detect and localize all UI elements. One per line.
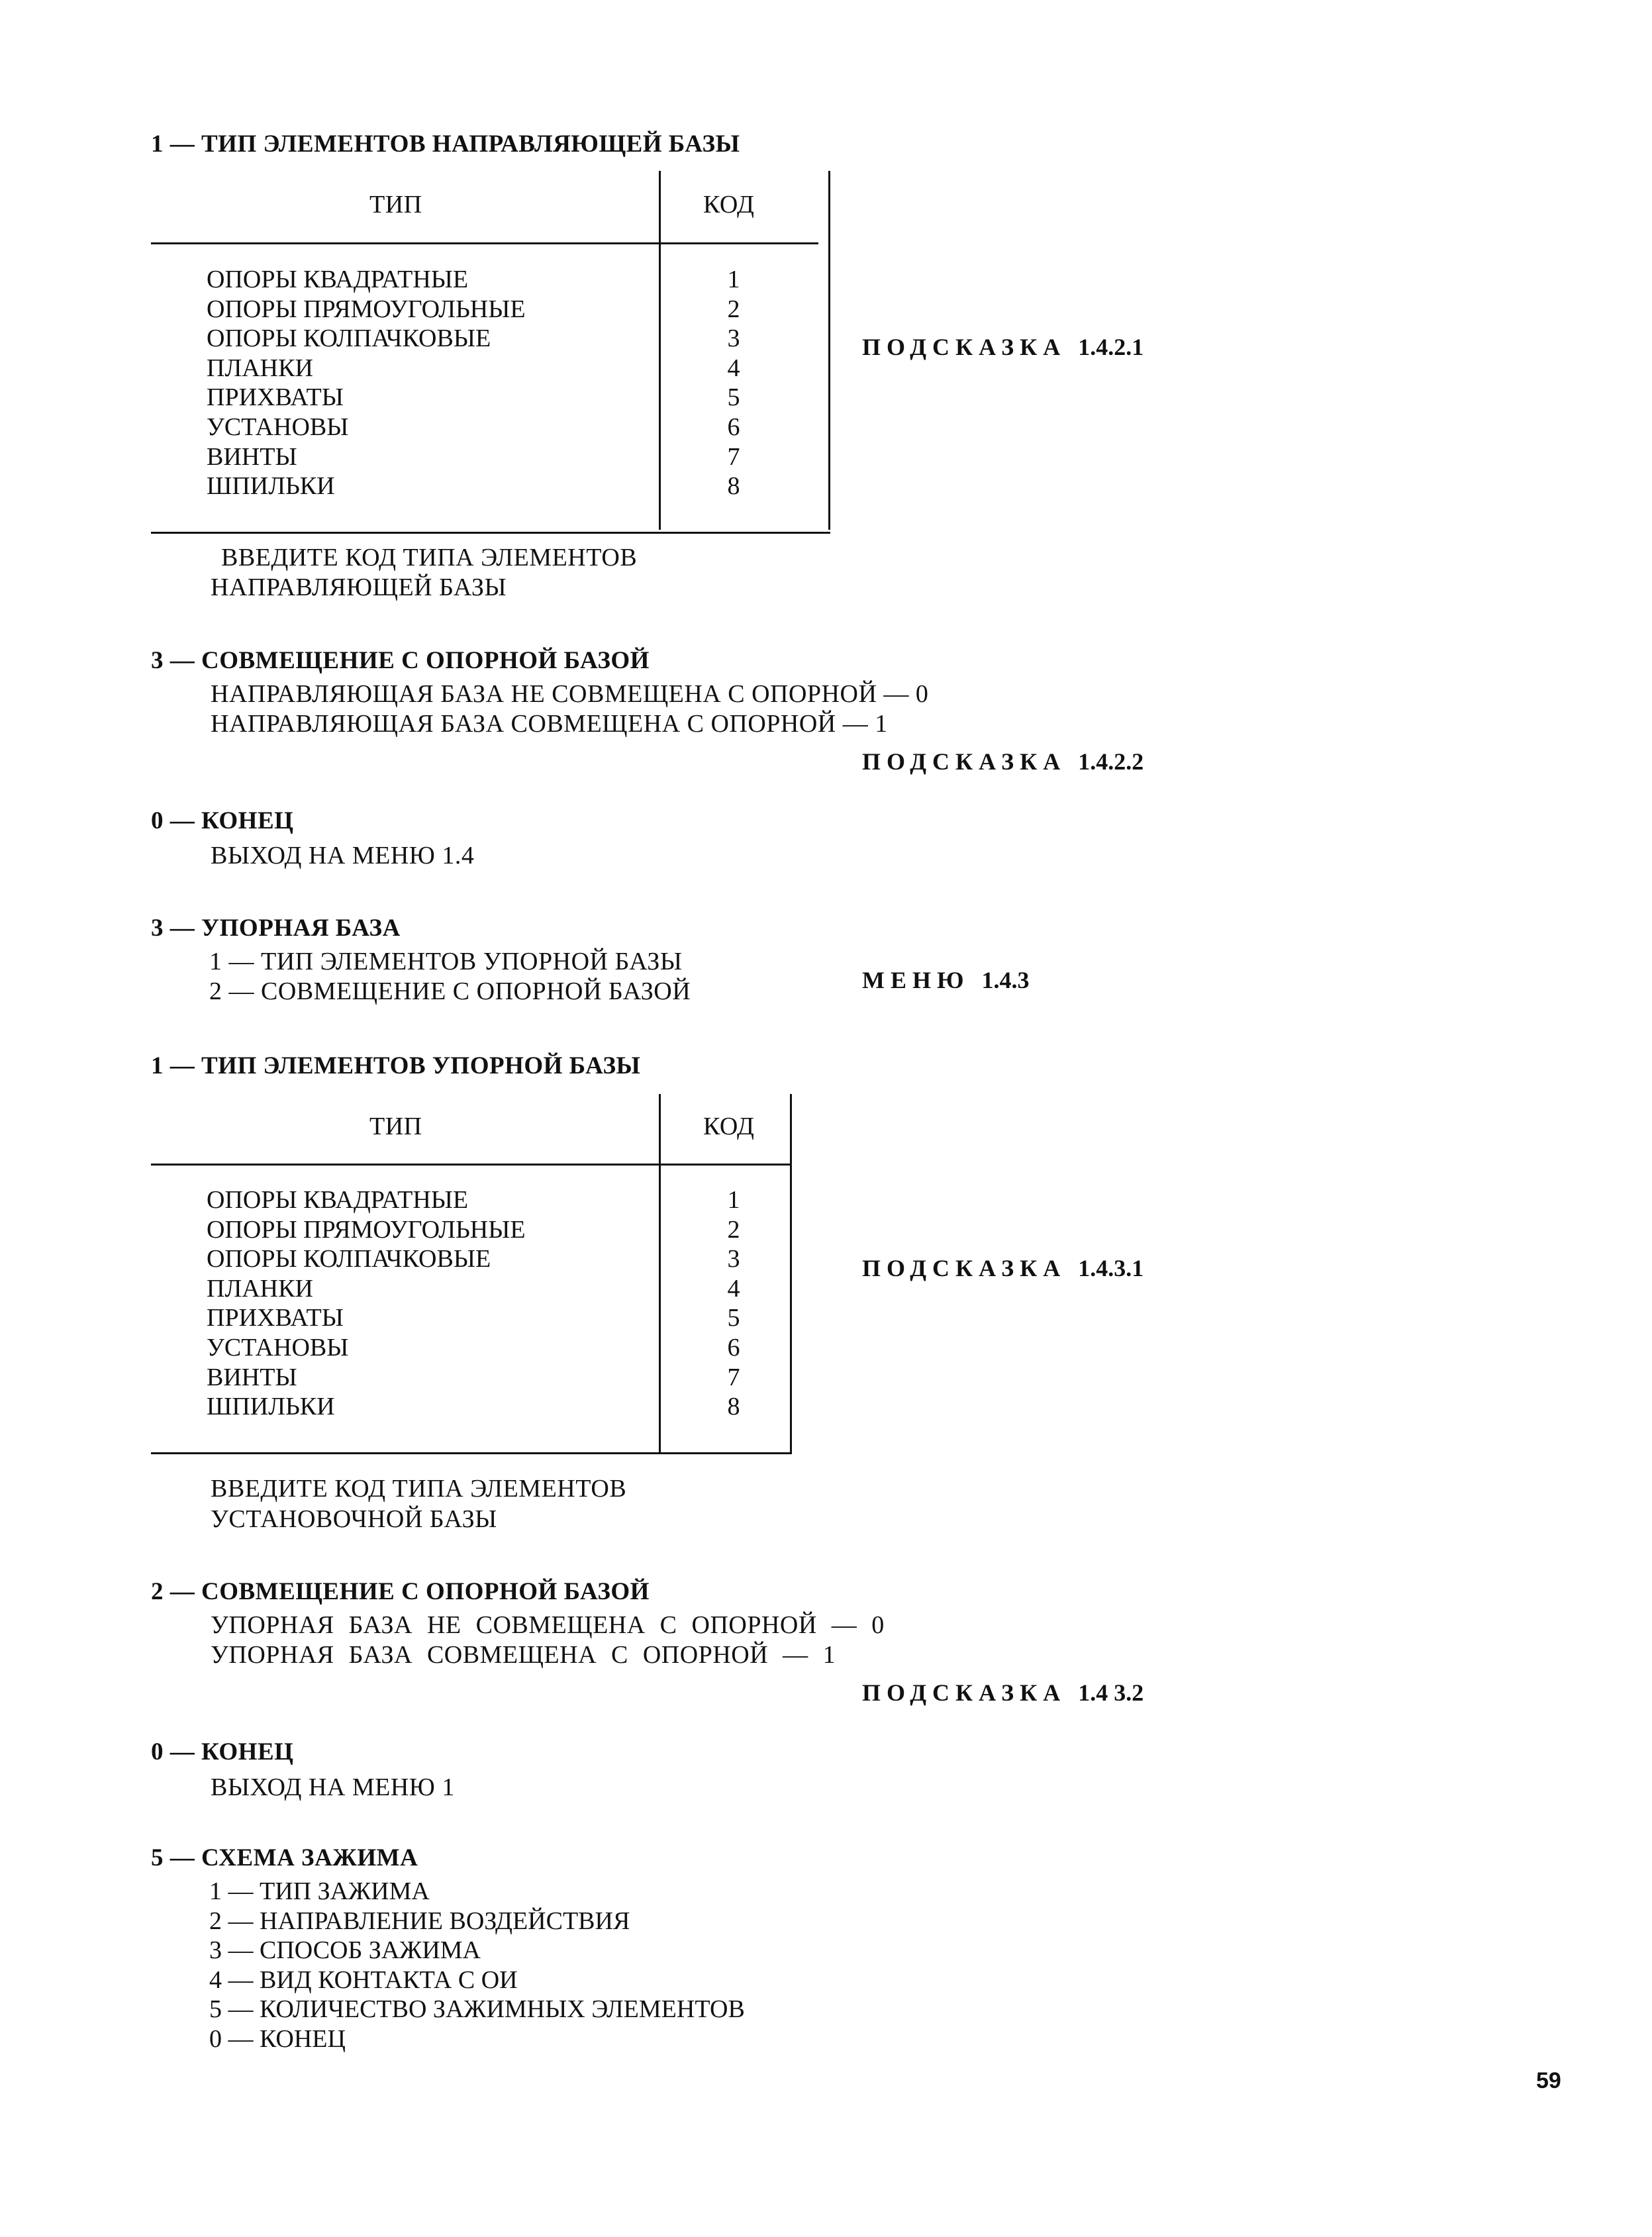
table-cell-code: 5 xyxy=(727,1304,740,1332)
table-cell-code: 8 xyxy=(727,1393,740,1421)
hint-label-1431: ПОДСКАЗКА 1.4.3.1 xyxy=(862,1255,1144,1281)
table-cell-type: ШПИЛЬКИ xyxy=(207,1393,335,1421)
menu-item: 3 — СПОСОБ ЗАЖИМА xyxy=(209,1936,481,1965)
section-heading-guide-base-types: 1 — ТИП ЭЛЕМЕНТОВ НАПРАВЛЯЮЩЕЙ БАЗЫ xyxy=(151,130,740,158)
exit-line: ВЫХОД НА МЕНЮ 1 xyxy=(211,1773,455,1801)
table1-header-rule xyxy=(151,242,818,244)
table1-bottom-rule xyxy=(151,532,830,534)
table-cell-type: ОПОРЫ ПРЯМОУГОЛЬНЫЕ xyxy=(207,295,526,323)
prompt-line: УСТАНОВОЧНОЙ БАЗЫ xyxy=(211,1505,497,1533)
menu-item: 1 — ТИП ЗАЖИМА xyxy=(209,1877,430,1905)
menu-item: 5 — КОЛИЧЕСТВО ЗАЖИМНЫХ ЭЛЕМЕНТОВ xyxy=(209,1995,745,2024)
hint-label-1432: ПОДСКАЗКА 1.4 3.2 xyxy=(862,1679,1144,1706)
table-cell-code: 3 xyxy=(727,1245,740,1273)
menu-label-143: МЕНЮ 1.4.3 xyxy=(862,967,1030,993)
table-cell-type: ПРИХВАТЫ xyxy=(207,383,344,412)
table-cell-code: 3 xyxy=(727,324,740,353)
table1-divider xyxy=(659,171,661,530)
section-heading-stop-base: 3 — УПОРНАЯ БАЗА xyxy=(151,915,401,942)
section-heading-end: 0 — КОНЕЦ xyxy=(151,807,294,834)
table-cell-type: ПЛАНКИ xyxy=(207,354,313,382)
table-cell-type: УСТАНОВЫ xyxy=(207,1333,349,1362)
option-line: НАПРАВЛЯЮЩАЯ БАЗА СОВМЕЩЕНА С ОПОРНОЙ — 1 xyxy=(211,710,888,738)
section-heading-clamp-scheme: 5 — СХЕМА ЗАЖИМА xyxy=(151,1844,418,1871)
table-cell-type: УСТАНОВЫ xyxy=(207,413,349,441)
table-cell-type: ОПОРЫ КВАДРАТНЫЕ xyxy=(207,266,469,293)
section-heading-alignment: 3 — СОВМЕЩЕНИЕ С ОПОРНОЙ БАЗОЙ xyxy=(151,647,650,674)
table-cell-code: 6 xyxy=(727,1333,740,1362)
table-cell-type: ВИНТЫ xyxy=(207,442,297,471)
table-cell-type: ОПОРЫ КВАДРАТНЫЕ xyxy=(207,1186,469,1214)
table-cell-code: 1 xyxy=(727,1186,740,1214)
table2-type-column xyxy=(207,1185,526,1422)
table2-code-column xyxy=(714,1185,753,1422)
table1-type-column xyxy=(207,265,526,501)
section-heading-stop-base-types: 1 — ТИП ЭЛЕМЕНТОВ УПОРНОЙ БАЗЫ xyxy=(151,1052,641,1079)
prompt-line: ВВЕДИТЕ КОД ТИПА ЭЛЕМЕНТОВ xyxy=(211,1475,627,1503)
table2-bottom-rule xyxy=(151,1452,792,1454)
table-cell-code: 4 xyxy=(727,354,740,382)
hint-label-1422: ПОДСКАЗКА 1.4.2.2 xyxy=(862,748,1144,775)
clamp-scheme-menu xyxy=(209,1877,745,2054)
table1-header-type: ТИП xyxy=(369,191,422,219)
table-cell-code: 2 xyxy=(727,1215,740,1244)
table-cell-type: ОПОРЫ ПРЯМОУГОЛЬНЫЕ xyxy=(207,1215,526,1244)
table-cell-code: 4 xyxy=(727,1274,740,1303)
table-cell-code: 6 xyxy=(727,413,740,441)
table2-header-type: ТИП xyxy=(369,1113,422,1140)
table-cell-type: ВИНТЫ xyxy=(207,1363,297,1391)
table-cell-type: ПЛАНКИ xyxy=(207,1274,313,1303)
table-cell-code: 1 xyxy=(727,266,740,293)
option-line: УПОРНАЯ БАЗА НЕ СОВМЕЩЕНА С ОПОРНОЙ — 0 xyxy=(211,1611,885,1639)
menu-item: 2 — НАПРАВЛЕНИЕ ВОЗДЕЙСТВИЯ xyxy=(209,1907,630,1935)
exit-line: ВЫХОД НА МЕНЮ 1.4 xyxy=(211,842,475,870)
table-cell-type: ОПОРЫ КОЛПАЧКОВЫЕ xyxy=(207,324,491,353)
table-cell-type: ПРИХВАТЫ xyxy=(207,1304,344,1332)
menu-item: 1 — ТИП ЭЛЕМЕНТОВ УПОРНОЙ БАЗЫ xyxy=(209,948,683,975)
menu-item: 4 — ВИД КОНТАКТА С ОИ xyxy=(209,1965,518,1994)
section-heading-end: 0 — КОНЕЦ xyxy=(151,1738,294,1765)
menu-item: 2 — СОВМЕЩЕНИЕ С ОПОРНОЙ БАЗОЙ xyxy=(209,977,691,1005)
table-cell-code: 8 xyxy=(727,472,740,501)
table1-header-code: КОД xyxy=(703,191,755,219)
table-cell-code: 7 xyxy=(727,1363,740,1391)
option-line: НАПРАВЛЯЮЩАЯ БАЗА НЕ СОВМЕЩЕНА С ОПОРНОЙ — 0 xyxy=(211,680,929,708)
page-number: 59 xyxy=(1536,2068,1561,2093)
table-cell-type: ОПОРЫ КОЛПАЧКОВЫЕ xyxy=(207,1245,491,1273)
prompt-line: ВВЕДИТЕ КОД ТИПА ЭЛЕМЕНТОВ xyxy=(221,544,638,572)
table2-divider xyxy=(659,1094,661,1453)
table-cell-code: 5 xyxy=(727,383,740,412)
prompt-line: НАПРАВЛЯЮЩЕЙ БАЗЫ xyxy=(211,573,507,601)
table-cell-code: 2 xyxy=(727,295,740,323)
table2-header-code: КОД xyxy=(703,1113,755,1140)
table2-right-border xyxy=(790,1094,792,1453)
section-heading-stop-alignment: 2 — СОВМЕЩЕНИЕ С ОПОРНОЙ БАЗОЙ xyxy=(151,1578,650,1605)
table1-right-border xyxy=(828,171,830,530)
option-line: УПОРНАЯ БАЗА СОВМЕЩЕНА С ОПОРНОЙ — 1 xyxy=(211,1641,836,1669)
table1-code-column xyxy=(714,265,753,501)
hint-label-1421: ПОДСКАЗКА 1.4.2.1 xyxy=(862,334,1144,360)
table-cell-code: 7 xyxy=(727,442,740,471)
table2-header-rule xyxy=(151,1164,791,1166)
table-cell-type: ШПИЛЬКИ xyxy=(207,472,335,501)
menu-item: 0 — КОНЕЦ xyxy=(209,2024,346,2053)
